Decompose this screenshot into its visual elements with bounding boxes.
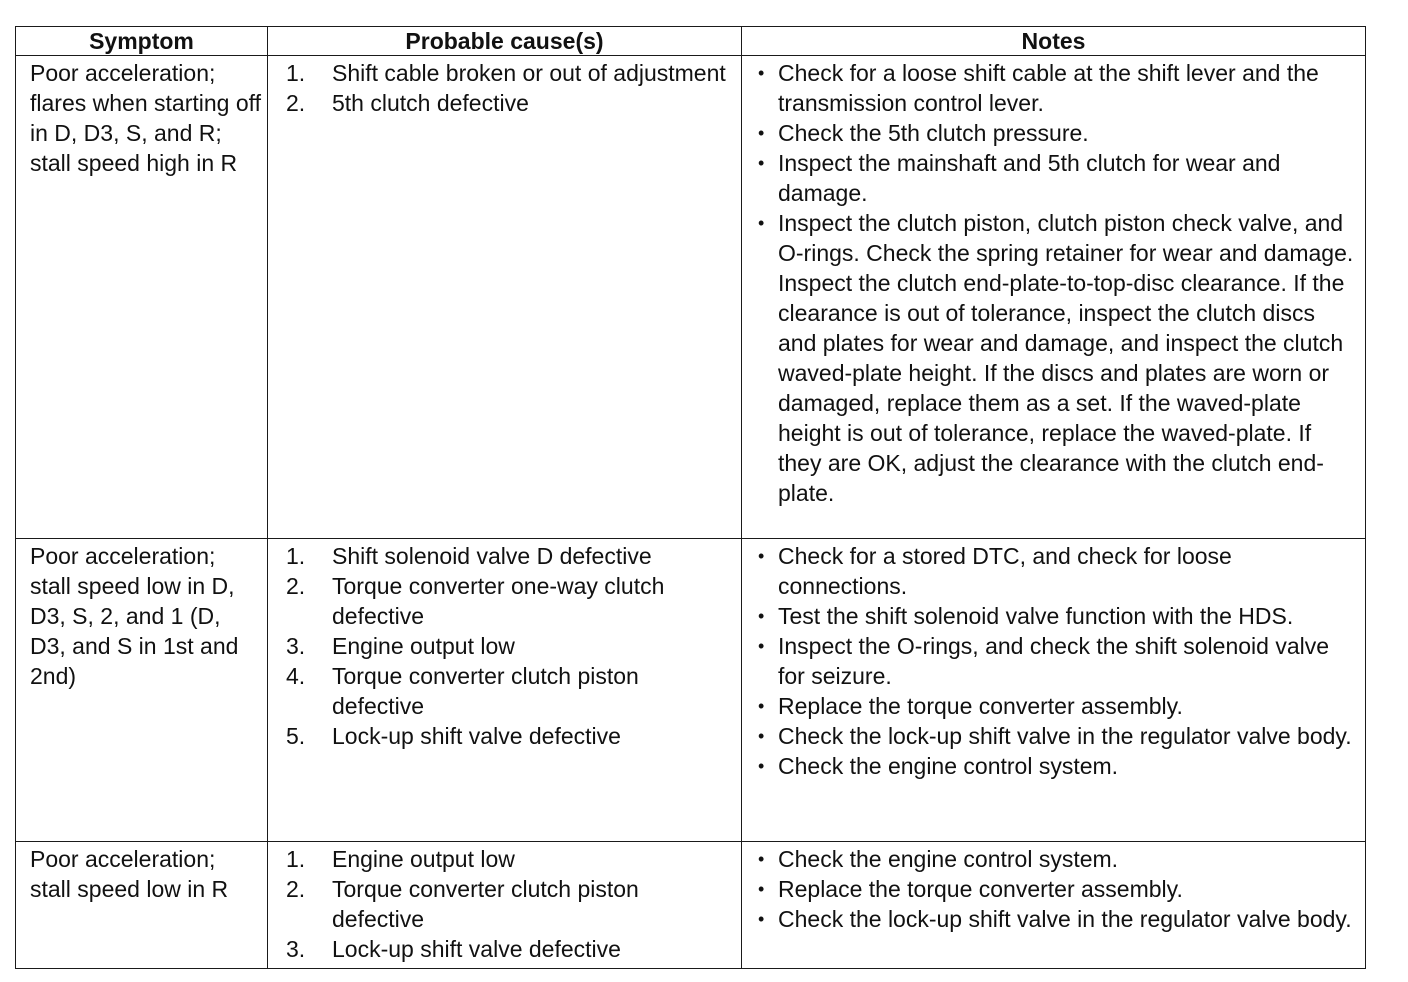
cause-number: 2. <box>286 876 306 902</box>
bullet-icon: • <box>758 696 765 716</box>
note-item <box>758 904 1359 934</box>
cause-item <box>286 631 735 661</box>
note-text: Check the lock-up shift valve in the regulator valve body. <box>778 906 1352 932</box>
cause-text: Torque converter clutch piston defective <box>332 663 639 719</box>
table-row <box>16 842 1366 969</box>
bullet-icon: • <box>758 123 765 143</box>
notes-cell <box>742 56 1366 539</box>
cause-text: Torque converter one-way clutch defective <box>332 573 665 629</box>
bullet-icon: • <box>758 63 765 83</box>
header-symptom: Symptom <box>16 27 268 56</box>
note-item <box>758 118 1359 148</box>
header-notes: Notes <box>742 27 1366 56</box>
note-item <box>758 874 1359 904</box>
symptom-cell: Poor acceleration; stall speed low in D, D3, S, 2, and 1 (D, D3, and S in 1st and 2nd) <box>16 539 268 842</box>
cause-item <box>286 541 735 571</box>
table-row <box>16 539 1366 842</box>
note-item <box>758 751 1359 781</box>
table-row <box>16 56 1366 539</box>
note-text: Check for a stored DTC, and check for loose connections. <box>778 543 1232 599</box>
cause-number: 3. <box>286 936 306 962</box>
notes-cell <box>742 842 1366 969</box>
note-item <box>758 691 1359 721</box>
causes-cell <box>268 842 742 969</box>
bullet-icon: • <box>758 636 765 656</box>
note-text: Replace the torque converter assembly. <box>778 876 1183 902</box>
note-text: Check the lock-up shift valve in the regulator valve body. <box>778 723 1352 749</box>
cause-number: 3. <box>286 633 306 659</box>
bullet-icon: • <box>758 879 765 899</box>
notes-list <box>756 844 1359 934</box>
note-text: Check the 5th clutch pressure. <box>778 120 1089 146</box>
cause-number: 1. <box>286 60 306 86</box>
causes-list <box>282 58 735 118</box>
troubleshooting-document <box>15 26 1365 969</box>
bullet-icon: • <box>758 153 765 173</box>
causes-cell <box>268 539 742 842</box>
bullet-icon: • <box>758 213 765 233</box>
notes-list <box>756 58 1359 508</box>
symptom-cell: Poor acceleration; flares when starting off in D, D3, S, and R; stall speed high in R <box>16 56 268 539</box>
cause-item <box>286 58 735 88</box>
note-item <box>758 601 1359 631</box>
note-text: Check the engine control system. <box>778 753 1119 779</box>
note-text: Inspect the clutch piston, clutch piston check valve, and O-rings. Check the spring retainer for wear and damage. Inspect the clutch end-plate-to-top-disc clearance. If the clearance is out of tolerance, inspect the clutch discs and plates for wear and damage, and inspect the clutch waved-plate height. If the discs and plates are worn or damaged, replace them as a set. If the waved-plate height is out of tolerance, replace the waved-plate. If they are OK, adjust the clearance with the clutch end-plate. <box>778 210 1354 506</box>
note-text: Check for a loose shift cable at the shift lever and the transmission control lever. <box>778 60 1319 116</box>
cause-item <box>286 661 735 721</box>
note-item <box>758 844 1359 874</box>
note-text: Replace the torque converter assembly. <box>778 693 1183 719</box>
note-text: Check the engine control system. <box>778 846 1119 872</box>
header-row <box>16 27 1366 56</box>
cause-number: 4. <box>286 663 306 689</box>
causes-list <box>282 541 735 751</box>
cause-text: Shift cable broken or out of adjustment <box>332 60 726 86</box>
cause-number: 1. <box>286 543 306 569</box>
notes-cell <box>742 539 1366 842</box>
cause-number: 2. <box>286 573 306 599</box>
troubleshooting-table <box>15 26 1366 969</box>
note-item <box>758 541 1359 601</box>
cause-text: Lock-up shift valve defective <box>332 936 621 962</box>
symptom-cell: Poor acceleration; stall speed low in R <box>16 842 268 969</box>
note-text: Inspect the O-rings, and check the shift solenoid valve for seizure. <box>778 633 1330 689</box>
note-item <box>758 631 1359 691</box>
cause-number: 1. <box>286 846 306 872</box>
bullet-icon: • <box>758 849 765 869</box>
cause-item <box>286 571 735 631</box>
cause-item <box>286 721 735 751</box>
cause-text: Shift solenoid valve D defective <box>332 543 652 569</box>
cause-number: 5. <box>286 723 306 749</box>
cause-text: Engine output low <box>332 846 515 872</box>
note-item <box>758 208 1359 508</box>
bullet-icon: • <box>758 726 765 746</box>
note-item <box>758 721 1359 751</box>
cause-text: 5th clutch defective <box>332 90 529 116</box>
cause-item <box>286 874 735 934</box>
cause-item <box>286 88 735 118</box>
cause-item <box>286 934 735 964</box>
causes-cell <box>268 56 742 539</box>
note-text: Inspect the mainshaft and 5th clutch for wear and damage. <box>778 150 1281 206</box>
bullet-icon: • <box>758 909 765 929</box>
causes-list <box>282 844 735 964</box>
cause-text: Lock-up shift valve defective <box>332 723 621 749</box>
cause-number: 2. <box>286 90 306 116</box>
header-probable-causes: Probable cause(s) <box>268 27 742 56</box>
bullet-icon: • <box>758 756 765 776</box>
note-item <box>758 58 1359 118</box>
note-text: Test the shift solenoid valve function with the HDS. <box>778 603 1294 629</box>
bullet-icon: • <box>758 546 765 566</box>
cause-text: Engine output low <box>332 633 515 659</box>
notes-list <box>756 541 1359 781</box>
bullet-icon: • <box>758 606 765 626</box>
cause-item <box>286 844 735 874</box>
cause-text: Torque converter clutch piston defective <box>332 876 639 932</box>
note-item <box>758 148 1359 208</box>
